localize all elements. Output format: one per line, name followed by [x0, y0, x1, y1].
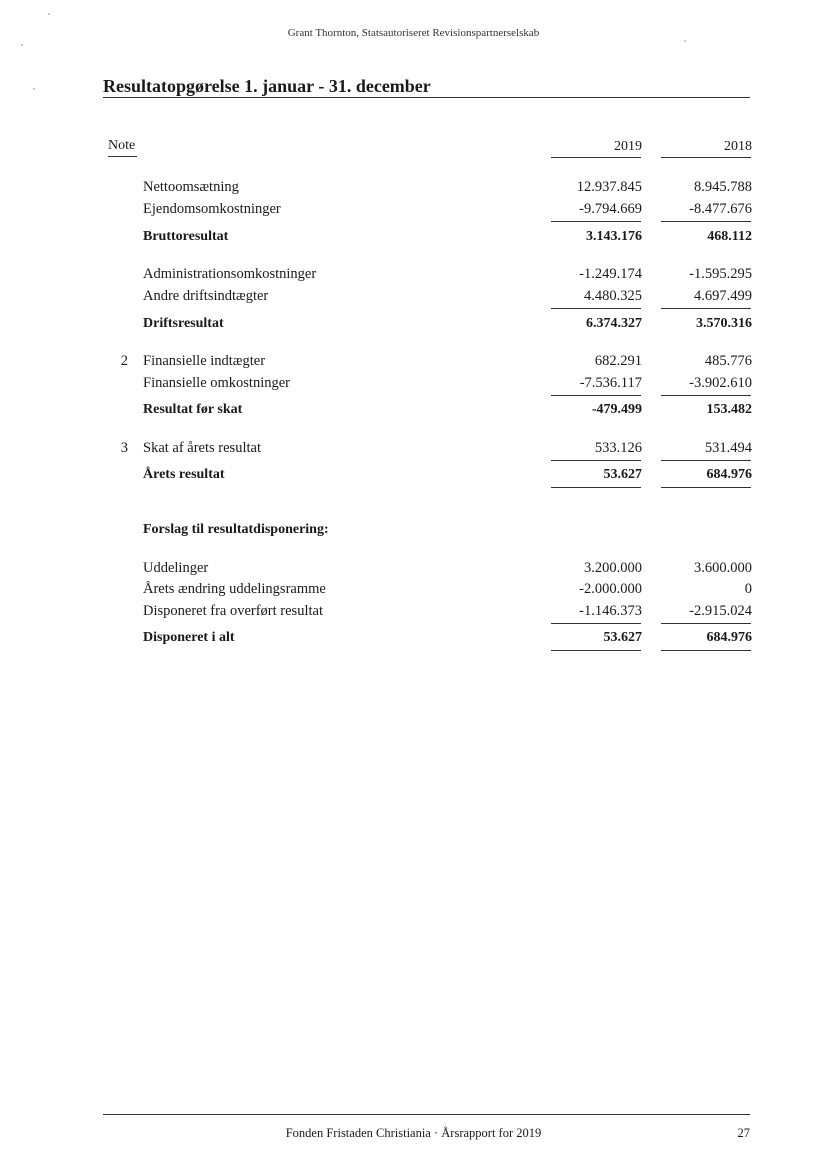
row-value-2019: 4.480.325 — [584, 288, 642, 304]
row-value-2018: 3.600.000 — [694, 560, 752, 576]
subtotal-rule — [551, 395, 641, 396]
year1-header-rule — [551, 157, 641, 158]
subtotal-rule — [551, 221, 641, 222]
scan-speck — [684, 40, 686, 42]
footer-rule — [103, 1114, 750, 1115]
total-rule — [551, 487, 641, 488]
row-value-2018: 4.697.499 — [694, 288, 752, 304]
subtotal-rule — [661, 460, 751, 461]
row-value-2019: 12.937.845 — [576, 179, 642, 195]
table-row — [0, 579, 827, 599]
row-label: Disponeret i alt — [143, 630, 235, 645]
row-value-2019: 6.374.327 — [586, 316, 642, 331]
row-label: Nettoomsætning — [143, 179, 239, 195]
subtotal-rule — [551, 623, 641, 624]
row-label: Uddelinger — [143, 560, 209, 576]
row-value-2018: 0 — [744, 581, 752, 597]
table-row — [0, 601, 827, 621]
row-label: Skat af årets resultat — [143, 440, 261, 456]
total-rule — [661, 487, 751, 488]
row-label: Ejendomsomkostninger — [143, 201, 281, 217]
subtotal-rule — [551, 460, 641, 461]
row-label: Resultat før skat — [143, 402, 243, 417]
scan-speck — [33, 88, 35, 90]
table-row — [0, 373, 827, 393]
row-label: Finansielle indtægter — [143, 353, 266, 369]
row-value-2019: 53.627 — [603, 630, 642, 645]
subtotal-row — [0, 314, 827, 334]
table-row — [0, 438, 827, 458]
row-value-2018: 8.945.788 — [694, 179, 752, 195]
row-value-2018: 3.570.316 — [696, 316, 752, 331]
row-label: Administrationsomkostninger — [143, 266, 317, 282]
table-row — [0, 286, 827, 306]
row-value-2018: 485.776 — [704, 353, 752, 369]
row-note: 2 — [120, 353, 128, 369]
year-2018-header: 2018 — [724, 139, 752, 154]
table-row — [0, 177, 827, 197]
year2-header-rule — [661, 157, 751, 158]
row-value-2019: -1.146.373 — [579, 603, 642, 619]
total-row — [0, 465, 827, 485]
row-value-2019: 3.143.176 — [586, 229, 642, 244]
note-column-header: Note — [108, 138, 136, 153]
row-value-2019: -2.000.000 — [579, 581, 642, 597]
row-value-2019: -1.249.174 — [579, 266, 642, 282]
row-value-2019: 682.291 — [594, 353, 642, 369]
row-value-2019: 53.627 — [603, 467, 642, 482]
row-label: Finansielle omkostninger — [143, 375, 290, 391]
table-row — [0, 264, 827, 284]
note-header-underline — [108, 156, 137, 157]
subtotal-rule — [661, 395, 751, 396]
row-value-2018: 684.976 — [706, 467, 752, 482]
row-label: Bruttoresultat — [143, 229, 229, 244]
subtotal-rule — [661, 623, 751, 624]
scan-speck — [48, 13, 50, 15]
row-value-2018: 153.482 — [706, 402, 752, 417]
page-title: Resultatopgørelse 1. januar - 31. december — [103, 76, 431, 96]
table-row — [0, 351, 827, 371]
firm-header: Grant Thornton, Statsautoriseret Revisionspartnerselskab — [287, 27, 540, 39]
row-value-2019: -7.536.117 — [579, 375, 642, 391]
row-value-2019: -479.499 — [591, 402, 642, 417]
row-value-2019: 3.200.000 — [584, 560, 642, 576]
total-rule — [661, 650, 751, 651]
row-value-2018: -8.477.676 — [689, 201, 752, 217]
subtotal-rule — [551, 308, 641, 309]
subtotal-row — [0, 400, 827, 420]
row-value-2018: 531.494 — [704, 440, 752, 456]
row-label: Årets resultat — [143, 467, 225, 482]
row-value-2019: 533.126 — [594, 440, 642, 456]
total-rule — [551, 650, 641, 651]
subtotal-rule — [661, 221, 751, 222]
row-value-2018: 468.112 — [707, 229, 752, 244]
disposition-heading: Forslag til resultatdisponering: — [143, 522, 329, 537]
row-label: Årets ændring uddelingsramme — [143, 581, 326, 597]
row-value-2018: -3.902.610 — [689, 375, 752, 391]
row-value-2018: -2.915.024 — [689, 603, 752, 619]
table-row — [0, 199, 827, 219]
scan-speck — [21, 44, 23, 46]
footer-text: Fonden Fristaden Christiania · Årsrapport for 2019 — [285, 1126, 542, 1140]
year-2019-header: 2019 — [614, 139, 642, 154]
row-label: Disponeret fra overført resultat — [143, 603, 323, 619]
table-row — [0, 558, 827, 578]
row-value-2018: -1.595.295 — [689, 266, 752, 282]
row-note: 3 — [120, 440, 128, 456]
page-number: 27 — [737, 1126, 750, 1140]
row-label: Andre driftsindtægter — [143, 288, 269, 304]
subtotal-row — [0, 227, 827, 247]
total-row — [0, 628, 827, 648]
row-value-2018: 684.976 — [706, 630, 752, 645]
title-underline — [103, 97, 750, 98]
subtotal-rule — [661, 308, 751, 309]
row-label: Driftsresultat — [143, 316, 224, 331]
row-value-2019: -9.794.669 — [579, 201, 642, 217]
